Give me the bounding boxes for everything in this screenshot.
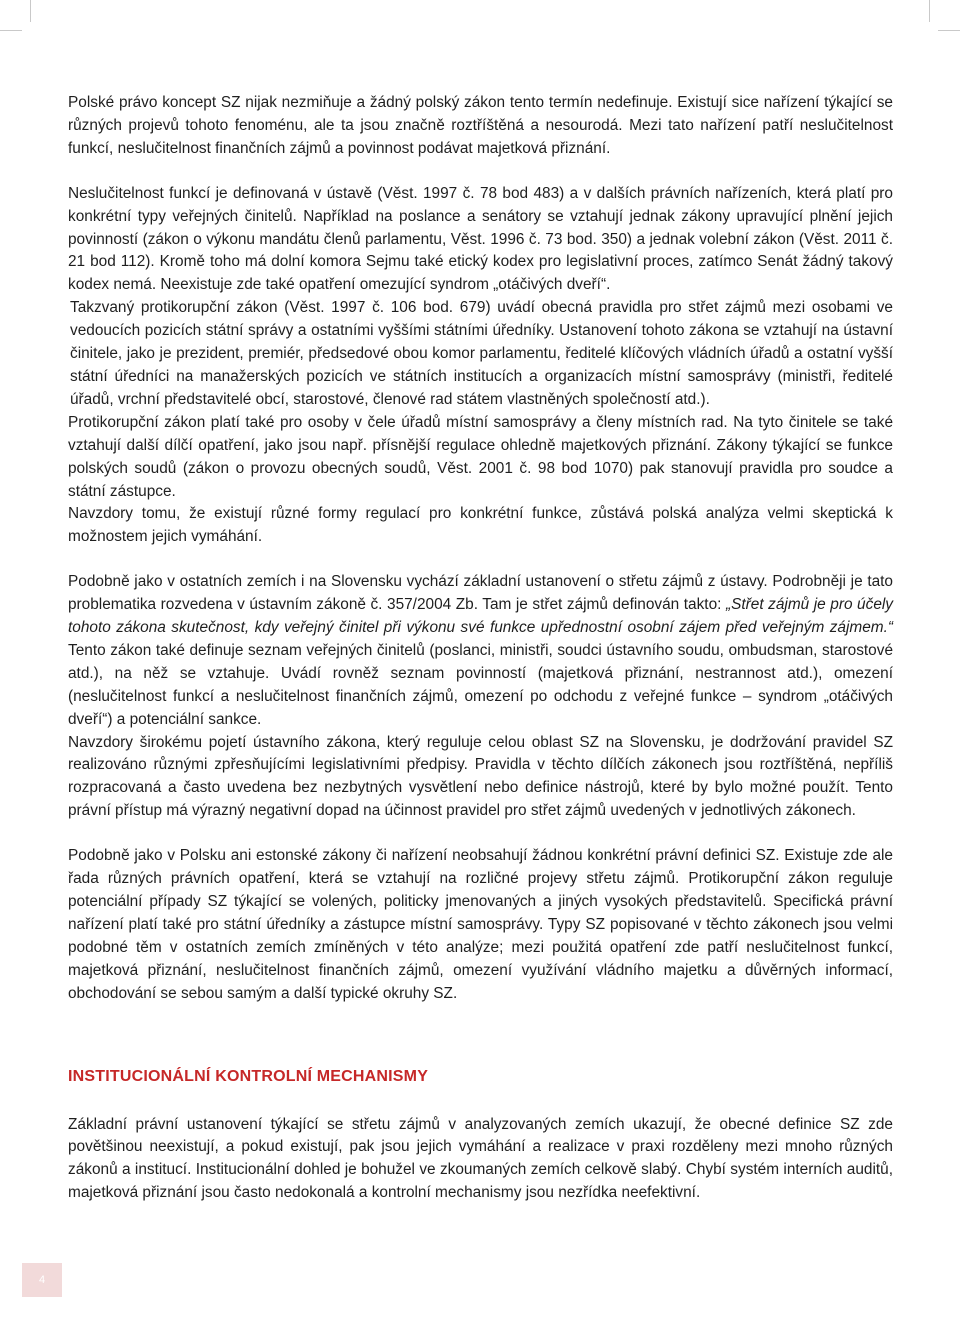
- paragraph: Protikorupční zákon platí také pro osoby v čele úřadů místní samosprávy a členy místních rad. Na tyto činitele se také vztahují další dílčí opatření, jako jsou např. přísnější regulace ohledně majetkových přiznání. Zákony týkající se funkce polských soudů (zákon o provozu obecných soudů, Věst. 2001 č. 98 bod 1070) pak stanovují pravidla pro soudce a státní zástupce.: [68, 413, 893, 500]
- paragraph-text: Podobně jako v ostatních zemích i na Slovensku vychází základní ustanovení o střetu zájmů z ústavy. Podrobněji je tato problematika rozvedena v ústavním zákoně č. 357/2004 Zb. Tam je střet zájmů definován takto:: [68, 573, 893, 614]
- paragraph-text: Tento zákon také definuje seznam veřejných činitelů (poslanci, ministři, soudci ústavního soudu, ombudsman, starostové atd.), na něž se vztahuje. Uvádí rovněž seznam povinností (majetková přiznání, nestrannost atd.), omezení (neslučitelnost funkcí a neslučitelnost finančních zájmů, omezení po odchodu z veřejné funkce – syndrom „otáčivých dveří“) a potenciální sankce.: [68, 641, 893, 728]
- paragraph: Takzvaný protikorupční zákon (Věst. 1997 č. 106 bod. 679) uvádí obecná pravidla pro střet zájmů mezi osobami ve vedoucích pozicích státní správy a ostatními vyššími státními úředníky. Ustanovení tohoto zákona se vztahují na ústavní činitele, jako je prezident, premiér, předsedové obou komor parlamentu, ředitelé klíčových vládních úřadů a ostatní vyšší státní úředníci na manažerských pozicích ve státních institucích a organizacích místní samosprávy (ministři, ředitelé úřadů, vrchní představitelé obcí, starostové, členové rad státem vlastněných společností atd.).: [70, 299, 893, 408]
- paragraph: Polské právo koncept SZ nijak nezmiňuje a žádný polský zákon tento termín nedefinuje. Existují sice nařízení týkající se různých projevů tohoto fenoménu, ale ta jsou značně roztříštěná a nesourodá. Mezi tato nařízení patří neslučitelnost funkcí, neslučitelnost finančních zájmů a povinnost podávat majetková přiznání.: [68, 94, 893, 157]
- paragraph: [68, 571, 893, 731]
- definition-quote: „Střet zájmů je pro účely tohoto zákona skutečnost, kdy veřejný činitel při výkonu své funkce upřednostní osobní zájem před veřejným zájmem.“: [68, 596, 893, 637]
- crop-mark: [938, 30, 960, 31]
- paragraph: Navzdory širokému pojetí ústavního zákona, který reguluje celou oblast SZ na Slovensku, je dodržování pravidel SZ realizováno různými zpřesňujícími legislativními předpisy. Pravidla v těchto dílčích zákonech jsou roztříštěná, nepříliš rozpracovaná a často uvedena bez nezbytných vysvětlení nebo definice nástrojů, které by bylo možné použít. Tento právní přístup má výrazný negativní dopad na účinnost pravidel pro střet zájmů uvedených v jednotlivých zákonech.: [68, 733, 893, 820]
- section-heading: INSTITUCIONÁLNÍ KONTROLNÍ MECHANISMY: [68, 1067, 429, 1085]
- paragraph: Základní právní ustanovení týkající se střetu zájmů v analyzovaných zemích ukazují, že obecné definice SZ zde povětšinou neexistují, a pokud existují, pak jsou jejich vymáhání a realizace v praxi rozděleny mezi mnoho různých zákonů a institucí. Institucionální dohled je bohužel ve zkoumaných zemích celkově slabý. Chybí systém interních auditů, majetková přiznání jsou často nedokonalá a kontrolní mechanismy jsou nezřídka neefektivní.: [68, 1115, 893, 1202]
- paragraph: Podobně jako v Polsku ani estonské zákony či nařízení neobsahují žádnou konkrétní právní definici SZ. Existuje zde ale řada různých právních opatření, která se vztahují na rozličné projevy střetu zájmů. Protikorupční zákon reguluje potenciální případy SZ týkající se volených, politicky jmenovaných a jiných vysokých představitelů. Specifická právní nařízení platí také pro státní úředníky a zástupce místní samosprávy. Typy SZ popisované v těchto zákonech jsou velmi podobné těm v ostatních zemích zmíněných v této analýze; mezi použitá opatření zde patří neslučitelnost funkcí, majetková přiznání, neslučitelnost finančních zájmů, omezení využívání vládního majetku a důvěrných informací, obchodování se sebou samým a další typické okruhy SZ.: [68, 847, 893, 1002]
- document-body: [68, 92, 893, 1205]
- paragraph: Neslučitelnost funkcí je definovaná v ústavě (Věst. 1997 č. 78 bod 483) a v dalších právních nařízeních, která platí pro konkrétní typy veřejných činitelů. Například na poslance a senátory se vztahují jednak zákony upravující plnění jejich povinností (zákon o výkonu mandátu členů parlamentu, Věst. 1996 č. 73 bod. 350) a jednak volební zákon (Věst. 2011 č. 21 bod 112). Kromě toho má dolní komora Sejmu také etický kodex pro legislativní proces, zatímco Senát žádný takový kodex nemá. Neexistuje zde také opatření omezující syndrom „otáčivých dveří“.: [68, 184, 893, 294]
- crop-mark: [929, 0, 930, 22]
- crop-mark: [0, 30, 22, 31]
- paragraph: Navzdory tomu, že existují různé formy regulací pro konkrétní funkce, zůstává polská analýza velmi skeptická k možnostem jejich vymáhání.: [68, 505, 893, 546]
- crop-mark: [30, 0, 31, 22]
- page-number: 4: [22, 1263, 62, 1297]
